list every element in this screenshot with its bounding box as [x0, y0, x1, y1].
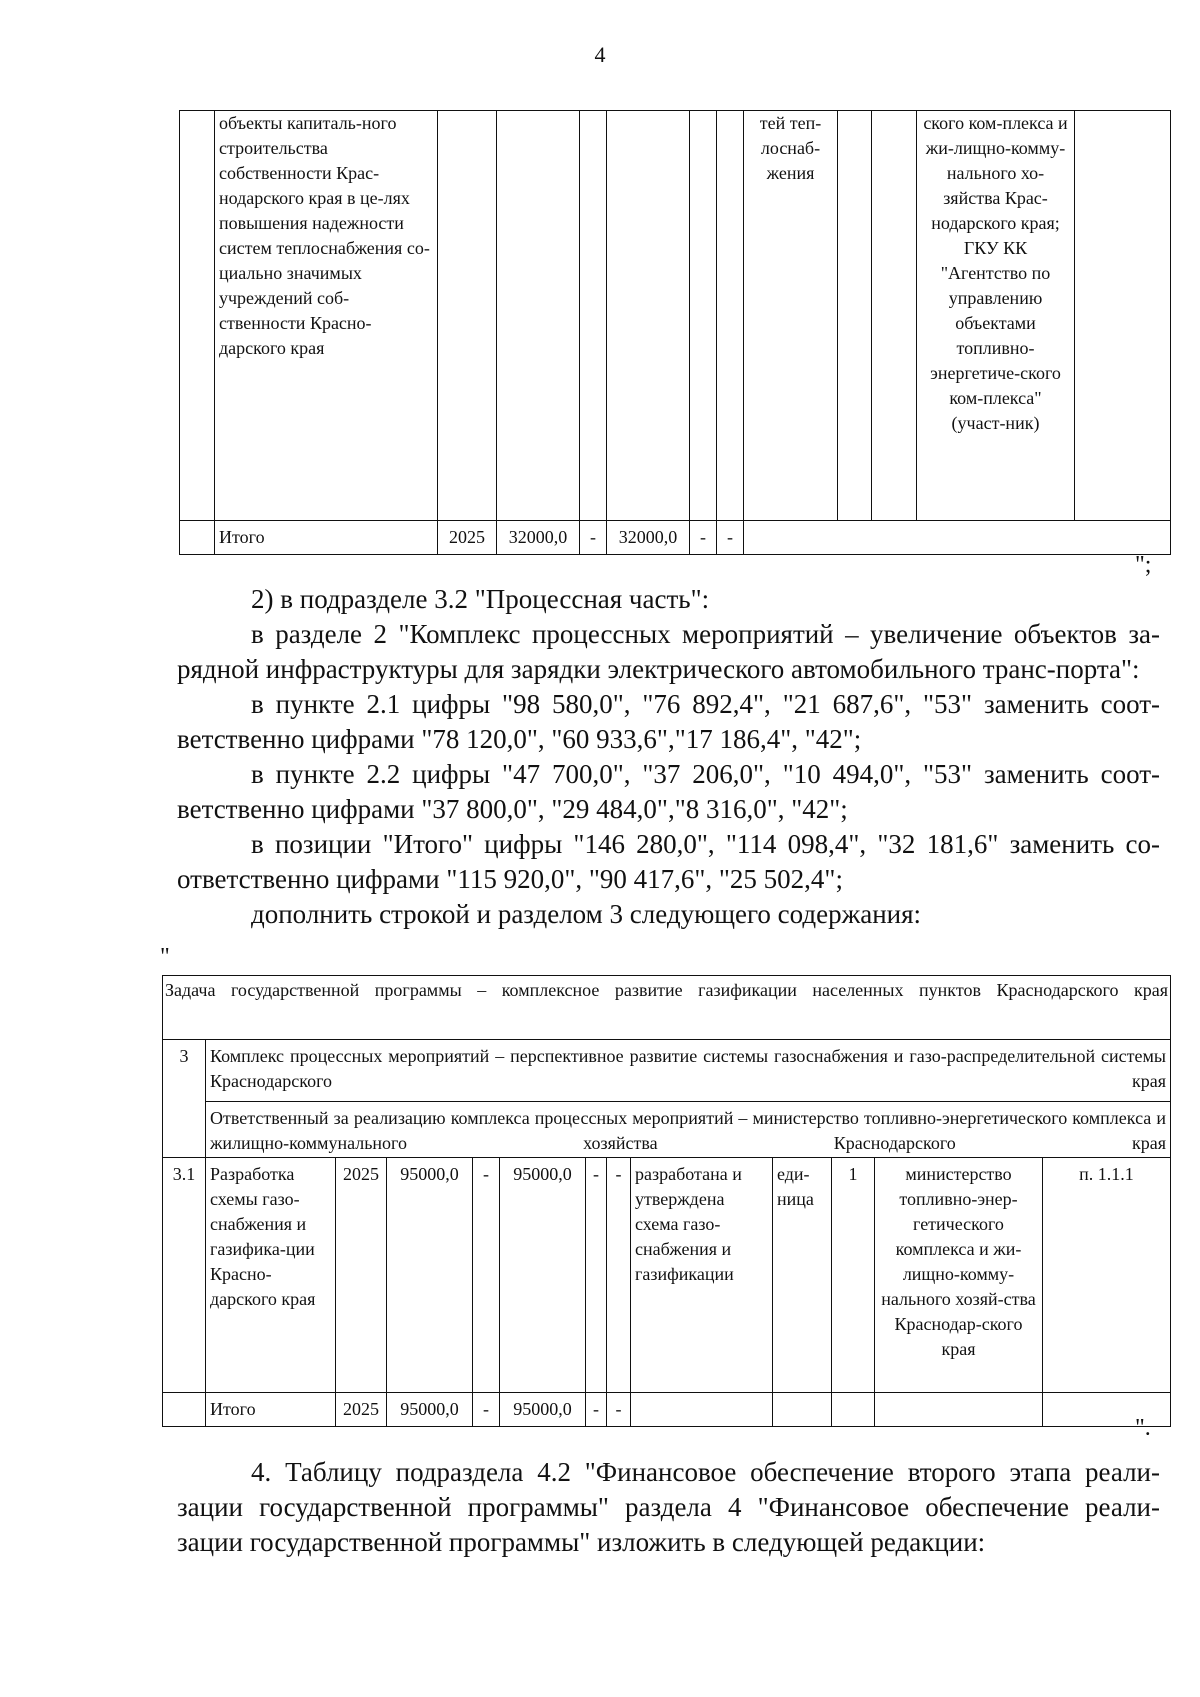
- result-cell: разработана и утверждена схема газо-снабжения и газификации: [631, 1158, 773, 1393]
- reference-cell: п. 1.1.1: [1043, 1158, 1171, 1393]
- dash-cell-3: -: [607, 1158, 631, 1393]
- paragraph: в позиции "Итого" цифры "146 280,0", "114 098,4", "32 181,6" заменить со-ответственно цифрами "115 920,0", "90 417,6", "25 502,4";: [177, 829, 1160, 894]
- total-year: 2025: [336, 1393, 387, 1427]
- result-cell: тей теп-лоснаб-жения: [744, 111, 838, 521]
- dash-cell-1: -: [473, 1158, 500, 1393]
- unit-cell: еди-ница: [773, 1158, 832, 1393]
- total-amount: 32000,0: [607, 521, 690, 555]
- task-row: [163, 976, 1171, 1040]
- total-dash-1: -: [580, 521, 607, 555]
- responsible-row: [163, 1102, 1171, 1158]
- table-total-row: [180, 521, 1171, 555]
- paragraph: в разделе 2 "Комплекс процессных мероприятий – увеличение объектов за-рядной инфраструктуры для зарядки электрического автомобильного транс-порта":: [177, 619, 1160, 684]
- task-title: Задача государственной программы – комплексное развитие газификации населенных пунктов Краснодарского края: [163, 976, 1171, 1040]
- total-amount: 95000,0: [500, 1393, 586, 1427]
- executor-cell: министерство топливно-энер-гетического комплекса и жи-лищно-комму-нального хозяй-ства Краснодар-ского края: [875, 1158, 1043, 1393]
- total-dash-2: -: [690, 521, 717, 555]
- responsible-text: Ответственный за реализацию комплекса процессных мероприятий – министерство топливно-энергетического комплекса и жилищно-коммунального хозяйства Краснодарского края: [206, 1102, 1171, 1158]
- total-sum: 32000,0: [497, 521, 580, 555]
- total-dash-1: -: [473, 1393, 500, 1427]
- closing-quote-2: ".: [1135, 1415, 1151, 1441]
- table-row: [163, 1158, 1171, 1393]
- table-total-row: [163, 1393, 1171, 1427]
- value-cell: 1: [832, 1158, 875, 1393]
- total-dash-2: -: [586, 1393, 607, 1427]
- paragraph: 2) в подразделе 3.2 "Процессная часть":: [251, 584, 710, 614]
- paragraph: 4. Таблицу подраздела 4.2 "Финансовое обеспечение второго этапа реали-зации государственной программы" раздела 4 "Финансовое обеспечение реали-зации государственной программы" изложить в следующей редакции:: [177, 1457, 1160, 1557]
- paragraph: в пункте 2.2 цифры "47 700,0", "37 206,0", "10 494,0", "53" заменить соот-ветственно цифрами "37 800,0", "29 484,0","8 316,0", "42";: [177, 759, 1160, 824]
- paragraph: дополнить строкой и разделом 3 следующего содержания:: [251, 899, 922, 929]
- total-label: Итого: [206, 1393, 336, 1427]
- closing-quote-1: ";: [1135, 552, 1152, 578]
- total-dash-3: -: [717, 521, 744, 555]
- row-number-cell: [180, 111, 215, 521]
- amendment-text: [177, 582, 1160, 932]
- measure-name-cell: Разработка схемы газо-снабжения и газифика-ции Красно-дарского края: [206, 1158, 336, 1393]
- total-year: 2025: [438, 521, 497, 555]
- dash-cell-2: -: [586, 1158, 607, 1393]
- measure-name-cell: объекты капиталь-ного строительства собственности Крас-нодарского края в це-лях повышения надежности систем теплоснабжения со-циально значимых учреждений соб-ственности Красно-дарского края: [215, 111, 438, 521]
- row-number-cell: 3.1: [163, 1158, 206, 1393]
- page-number: 4: [594, 42, 606, 67]
- total-sum: 95000,0: [387, 1393, 473, 1427]
- sum-cell: 95000,0: [387, 1158, 473, 1393]
- executor-cell: ского ком-плекса и жи-лищно-комму-нального хо-зяйства Крас-нодарского края; ГКУ КК "Агентство по управлению объектами топливно-энергетиче-ского ком-плекса" (участ-ник): [917, 111, 1075, 521]
- section-number: 3: [163, 1040, 206, 1158]
- table-continuation: [179, 110, 1171, 555]
- year-cell: 2025: [336, 1158, 387, 1393]
- opening-quote: ": [160, 944, 170, 970]
- table-new-section: [162, 975, 1171, 1427]
- section-row: [163, 1040, 1171, 1102]
- total-label: Итого: [215, 521, 438, 555]
- section-title: Комплекс процессных мероприятий – перспективное развитие системы газоснабжения и газо-распределительной системы Краснодарского края: [206, 1040, 1171, 1102]
- paragraph: в пункте 2.1 цифры "98 580,0", "76 892,4", "21 687,6", "53" заменить соот-ветственно цифрами "78 120,0", "60 933,6","17 186,4", "42";: [177, 689, 1160, 754]
- section-4-text: [177, 1455, 1160, 1560]
- amount-cell: 95000,0: [500, 1158, 586, 1393]
- total-dash-3: -: [607, 1393, 631, 1427]
- table-row: [180, 111, 1171, 521]
